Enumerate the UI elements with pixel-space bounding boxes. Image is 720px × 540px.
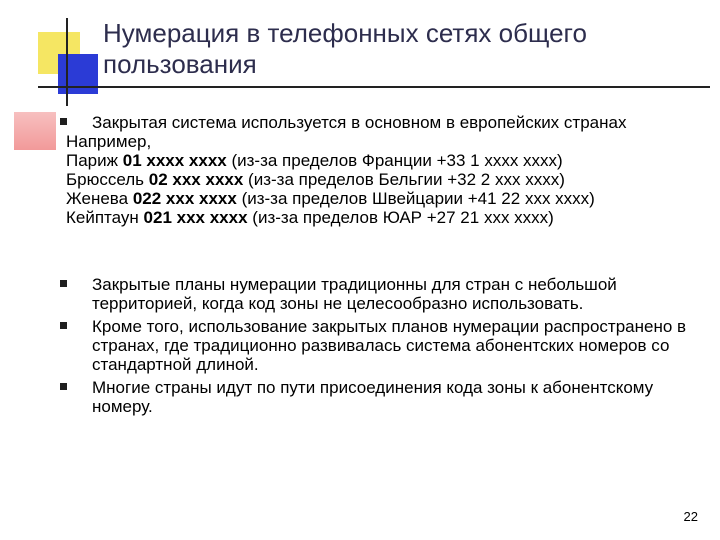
list-item-text: Закрытые планы нумерации традиционны для стран с небольшой территорией, когда код зоны не целесообразно использовать. (92, 275, 617, 313)
example-note: (из-за пределов Франции +33 1 xxxx xxxx) (231, 151, 563, 170)
title-divider-line (38, 86, 710, 88)
logo-vertical-line (66, 18, 68, 106)
intro-bullet (66, 113, 706, 132)
slide-title: Нумерация в телефонных сетях общего пользования (103, 18, 587, 79)
square-bullet-icon (60, 322, 67, 329)
example-city: Женева (66, 189, 129, 208)
list-item-text: Многие страны идут по пути присоединения кода зоны к абонентскому номеру. (92, 378, 654, 416)
example-note: (из-за пределов Швейцарии +41 22 xxx xxxx) (241, 189, 595, 208)
example-city: Брюссель (66, 170, 145, 189)
example-line (66, 208, 706, 227)
example-code: 022 xxx xxxx (132, 189, 237, 208)
logo-pink-square (14, 112, 56, 150)
example-note: (из-за пределов Бельгии +32 2 xxx xxxx) (248, 170, 565, 189)
example-code: 02 xxx xxxx (148, 170, 244, 189)
intro-bullet-text: Закрытая система используется в основном в европейских странах (92, 113, 627, 132)
example-line (66, 151, 706, 170)
square-bullet-icon (60, 118, 67, 125)
square-bullet-icon (60, 383, 67, 390)
example-note: (из-за пределов ЮАР +27 21 xxx xxxx) (252, 208, 554, 227)
list-item (66, 378, 706, 416)
slide-body (66, 113, 706, 420)
example-label: Например, (66, 132, 152, 151)
example-code: 021 xxx xxxx (143, 208, 248, 227)
example-line (66, 189, 706, 208)
logo-blue-square (58, 54, 98, 94)
list-item (66, 275, 706, 313)
example-code: 01 xxxx xxxx (122, 151, 227, 170)
page-number: 22 (683, 509, 698, 524)
square-bullet-icon (60, 280, 67, 287)
example-line (66, 170, 706, 189)
list-item-text: Кроме того, использование закрытых планов нумерации распространено в странах, где традиционно развивалась система абонентских номеров со стандартной длиной. (92, 317, 687, 374)
example-city: Кейптаун (66, 208, 139, 227)
example-city: Париж (66, 151, 118, 170)
list-item (66, 317, 706, 374)
